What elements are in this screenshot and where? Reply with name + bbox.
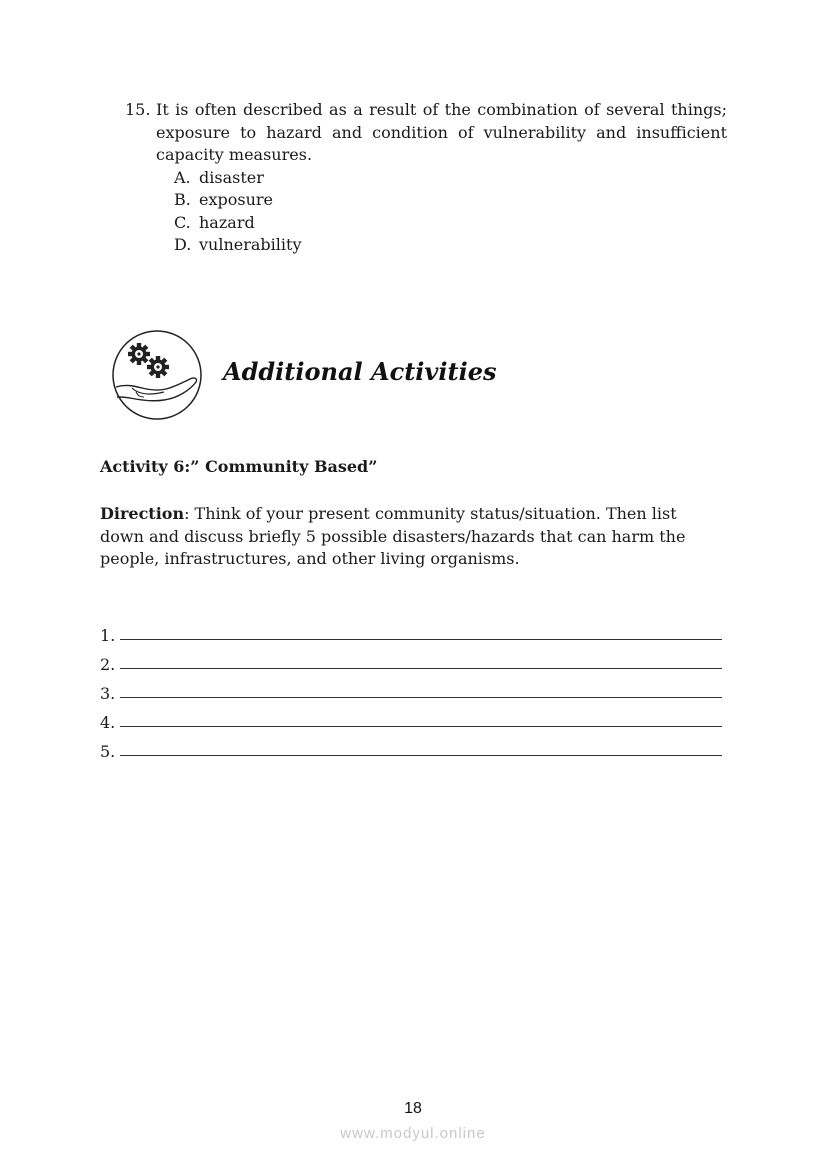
section-header	[112, 330, 612, 420]
choice-letter: B.	[174, 190, 191, 209]
choice-letter: D.	[174, 235, 192, 254]
choice-letter: A.	[174, 167, 191, 187]
choice-c	[174, 212, 727, 235]
direction-text: : Think of your present community status/situation. Then list down and discuss briefly 5 possible disasters/hazards that can harm the people, infrastructures, and other living organisms.	[100, 504, 686, 568]
answer-number: 2.	[100, 655, 116, 674]
section-title: Additional Activities	[223, 357, 497, 386]
choice-letter: C.	[174, 212, 191, 232]
answer-number: 3.	[100, 684, 116, 703]
choice-list	[174, 167, 727, 257]
choice-a	[174, 167, 727, 190]
question-15	[125, 99, 727, 257]
answer-blank[interactable]	[120, 711, 722, 727]
choice-b	[174, 189, 727, 212]
choice-text: vulnerability	[199, 235, 302, 254]
answer-row	[100, 645, 722, 674]
direction-label: Direction	[100, 504, 185, 523]
activity-title: Activity 6:” Community Based”	[100, 457, 378, 476]
answer-row	[100, 703, 722, 732]
answer-number: 4.	[100, 713, 116, 732]
direction-paragraph	[100, 503, 720, 571]
gears-in-hand-icon	[112, 330, 202, 420]
answer-blank[interactable]	[120, 624, 722, 640]
question-text: It is often described as a result of the combination of several things; exposure to hazard and condition of vulnerability and insufficient capacity measures.	[156, 100, 727, 164]
answer-row	[100, 616, 722, 645]
choice-text: exposure	[199, 190, 273, 209]
answer-number: 5.	[100, 742, 116, 761]
answer-row	[100, 674, 722, 703]
question-number: 15.	[125, 100, 151, 119]
answer-blank[interactable]	[120, 740, 722, 756]
choice-text: disaster	[199, 167, 264, 187]
choice-d	[174, 234, 727, 257]
choice-text: hazard	[199, 212, 255, 232]
answer-row	[100, 732, 722, 761]
watermark: www.modyul.online	[340, 1125, 486, 1142]
answer-blank[interactable]	[120, 682, 722, 698]
answer-number: 1.	[100, 626, 116, 645]
answer-blank[interactable]	[120, 653, 722, 669]
answer-list	[100, 616, 722, 761]
page-number: 18	[404, 1100, 422, 1117]
